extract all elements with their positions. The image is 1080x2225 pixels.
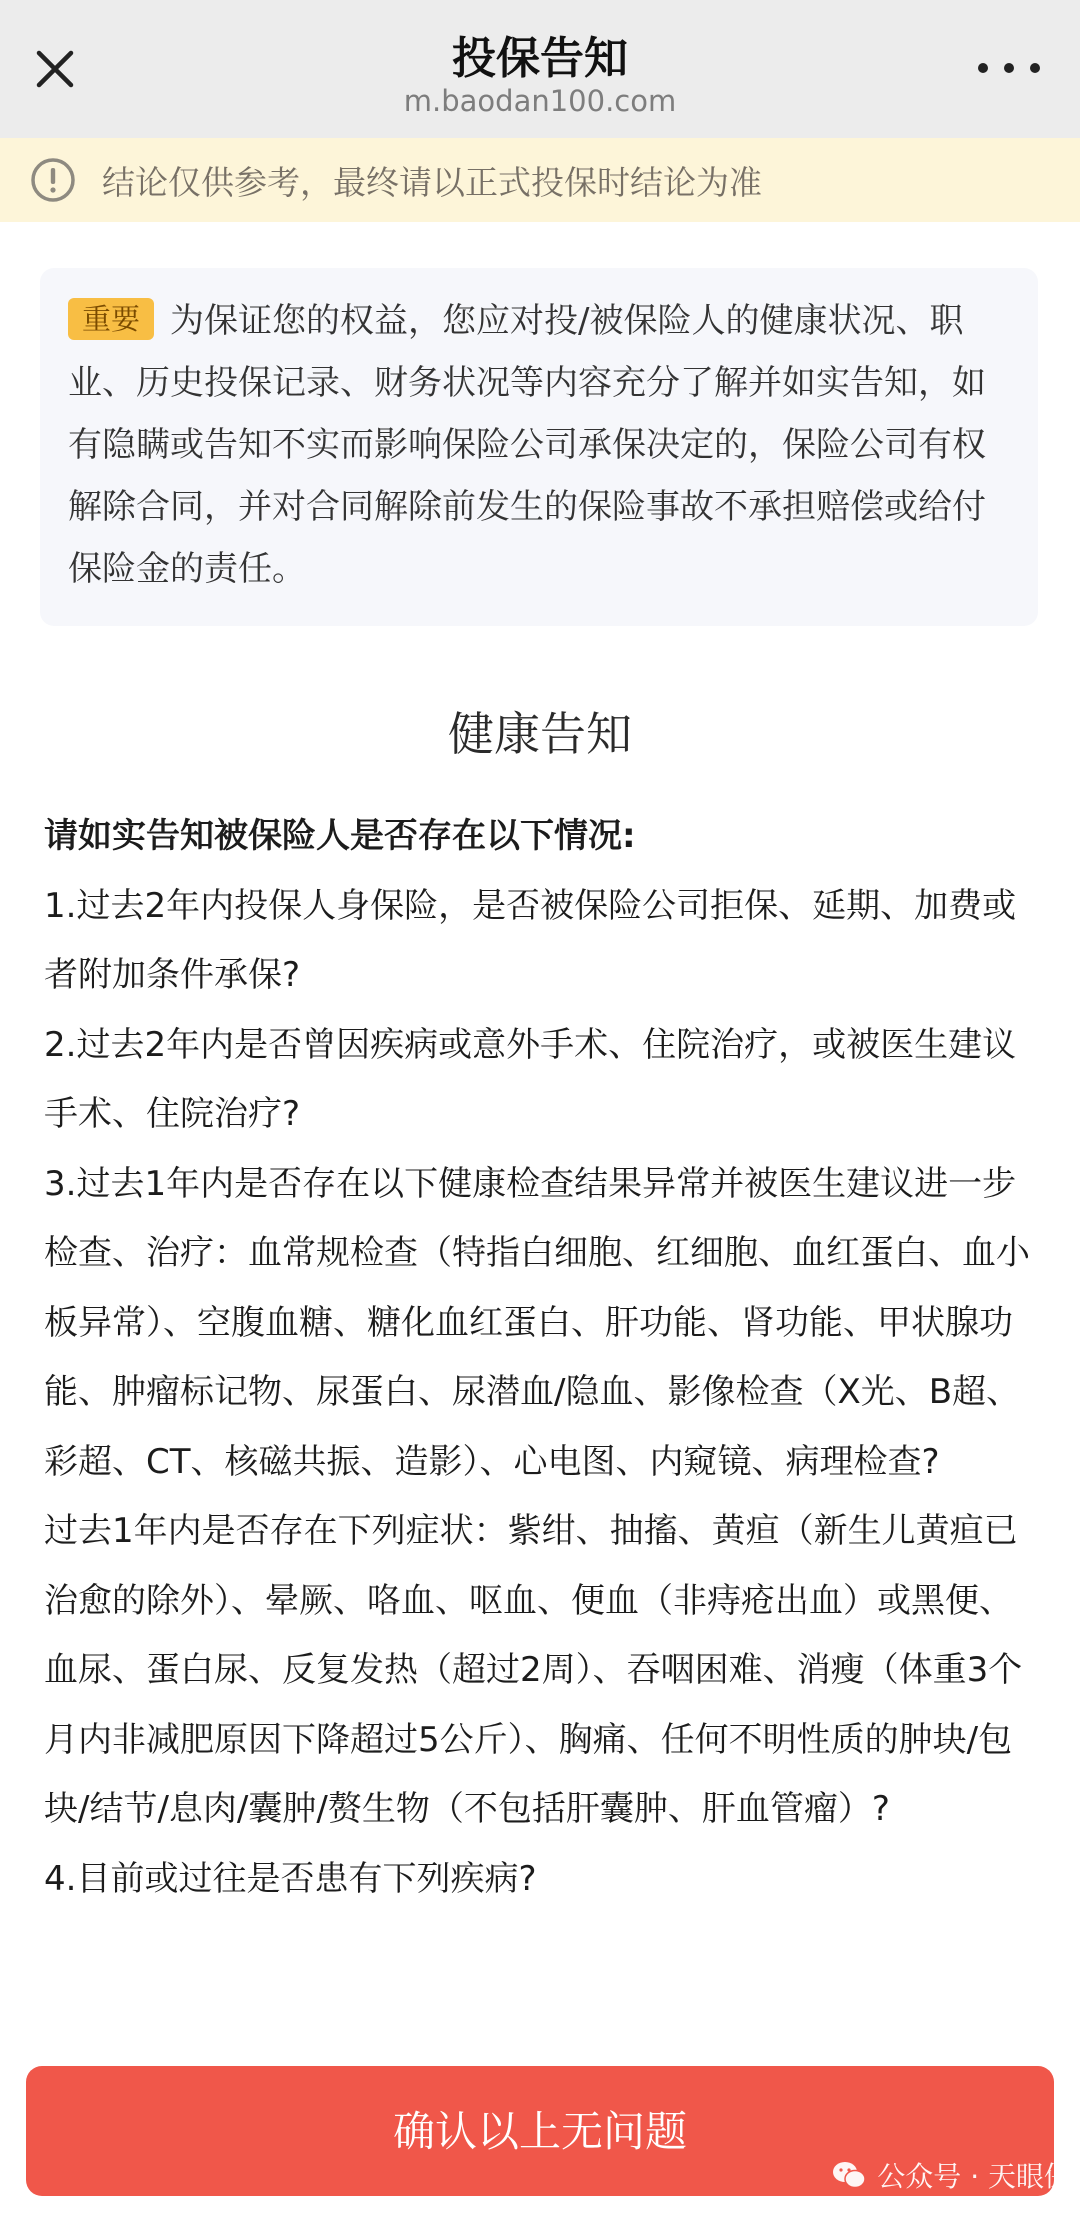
app-header <box>0 0 1080 138</box>
confirm-button[interactable]: 确认以上无问题 <box>26 2066 1054 2196</box>
bottom-bar <box>0 2030 1080 2225</box>
page-domain: m.baodan100.com <box>403 84 677 118</box>
health-intro: 请如实告知被保险人是否存在以下情况: <box>44 816 636 856</box>
more-icon <box>1030 63 1040 73</box>
health-questions <box>44 802 1040 1914</box>
important-badge: 重要 <box>68 298 154 340</box>
notice-text: 结论仅供参考，最终请以正式投保时结论为准 <box>102 163 762 202</box>
notice-banner <box>0 138 1080 222</box>
important-content <box>68 290 1018 600</box>
question-item: 2.过去2年内是否曾因疾病或意外手术、住院治疗，或被医生建议手术、住院治疗? <box>44 1024 1017 1134</box>
alert-icon <box>30 157 76 203</box>
question-item: 4.目前或过往是否患有下列疾病? <box>44 1858 537 1899</box>
important-text: 为保证您的权益，您应对投/被保险人的健康状况、职业、历史投保记录、财务状况等内容充分了解并如实告知，如有隐瞒或告知不实而影响保险公司承保决定的，保险公司有权解除合同，并对合同解除前发生的保险事故不承担赔偿或给付保险金的责任。 <box>68 301 986 589</box>
more-icon <box>978 63 988 73</box>
wechat-icon <box>831 2160 867 2190</box>
health-title: 健康告知 <box>448 707 632 761</box>
important-card <box>40 268 1038 626</box>
question-item: 3.过去1年内是否存在以下健康检查结果异常并被医生建议进一步检查、治疗：血常规检查（特指白细胞、红细胞、血红蛋白、血小板异常）、空腹血糖、糖化血红蛋白、肝功能、肾功能、甲状腺功能、肿瘤标记物、尿蛋白、尿潜血/隐血、影像检查（X光、B超、彩超、CT、核磁共振、造影）、心电图、内窥镜、病理检查? <box>44 1163 1030 1482</box>
more-button[interactable] <box>978 48 1040 88</box>
watermark-text: 公众号 · 天眼保 <box>877 2160 1072 2193</box>
question-item: 过去1年内是否存在下列症状：紫绀、抽搐、黄疸（新生儿黄疸已治愈的除外）、晕厥、咯血、呕血、便血（非痔疮出血）或黑便、血尿、蛋白尿、反复发热（超过2周）、吞咽困难、消瘦（体重3个月内非减肥原因下降超过5公斤）、胸痛、任何不明性质的肿块/包块/结节/息肉/囊肿/赘生物（不包括肝囊肿、肝血管瘤）? <box>44 1511 1023 1829</box>
more-icon <box>1004 63 1014 73</box>
watermark <box>831 2155 1072 2195</box>
page-title: 投保告知 <box>452 33 628 84</box>
question-item: 1.过去2年内投保人身保险，是否被保险公司拒保、延期、加费或者附加条件承保? <box>44 885 1017 995</box>
